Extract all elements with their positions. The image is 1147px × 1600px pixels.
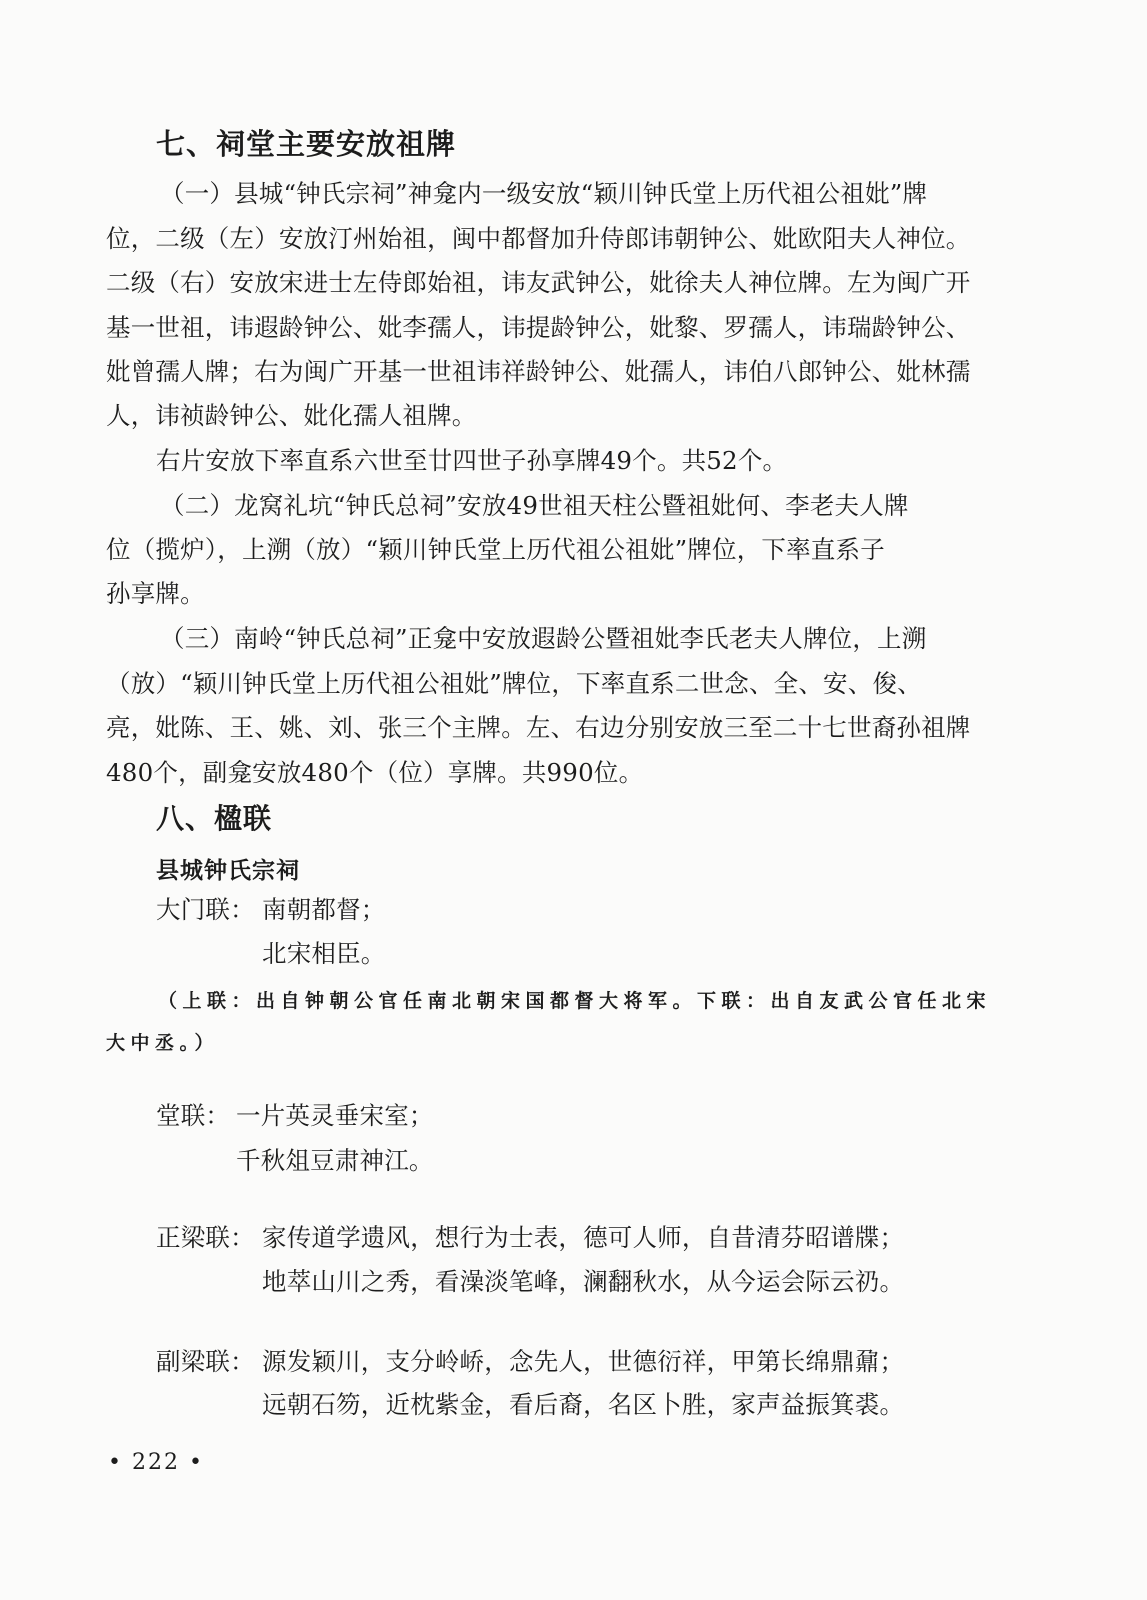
couplet-note: （上联：出自钟朝公官任南北朝宋国都督大将军。下联：出自友武公官任北宋: [158, 990, 992, 1012]
body-line: （三）南岭“钟氏总祠”正龛中安放遐龄公暨祖妣李氏老夫人牌位，上溯: [160, 624, 927, 653]
body-line: 右片安放下率直系六世至廿四世子孙享牌49个。共52个。: [156, 446, 788, 475]
section-8-heading: 八、楹联: [156, 802, 273, 835]
hall-couplet-label: 堂联：: [156, 1101, 231, 1130]
body-line: 亮，妣陈、王、姚、刘、张三个主牌。左、右边分别安放三至二十七世裔孙祖牌: [106, 713, 971, 742]
body-line: 位（揽炉），上溯（放）“颖川钟氏堂上历代祖公祖妣”牌位，下率直系子: [106, 535, 885, 564]
body-line: 480个，副龛安放480个（位）享牌。共990位。: [106, 758, 644, 787]
gate-couplet-label: 大门联：: [156, 895, 255, 924]
couplet-note: 大中丞。）: [106, 1032, 220, 1054]
main-beam-couplet-label: 正梁联：: [156, 1223, 255, 1252]
gate-couplet-line: 南朝都督；: [262, 895, 386, 924]
body-line: 二级（右）安放宋进士左侍郎始祖，讳友武钟公，妣徐夫人神位牌。左为闽广开: [106, 268, 971, 297]
sub-beam-couplet-line: 远朝石笏，近枕紫金，看后裔，名区卜胜，家声益振箕裘。: [262, 1390, 905, 1419]
body-line: 人，讳祯龄钟公、妣化孺人祖牌。: [106, 401, 477, 430]
body-line: 孙享牌。: [106, 579, 205, 608]
body-line: （放）“颖川钟氏堂上历代祖公祖妣”牌位，下率直系二世念、全、安、俊、: [106, 669, 922, 698]
hall-couplet-line: 千秋俎豆肃神江。: [236, 1146, 434, 1175]
sub-beam-couplet-line: 源发颖川，支分岭峤，念先人，世德衍祥，甲第长绵鼎鼐；: [262, 1347, 905, 1376]
gate-couplet-line: 北宋相臣。: [262, 939, 386, 968]
sub-beam-couplet-label: 副梁联：: [156, 1347, 255, 1376]
section-7-heading: 七、祠堂主要安放祖牌: [156, 127, 457, 161]
body-line: 基一世祖，讳遐龄钟公、妣李孺人，讳提龄钟公，妣黎、罗孺人，讳瑞龄钟公、: [106, 313, 971, 342]
page-number: • 222 •: [108, 1450, 204, 1475]
subheading: 县城钟氏宗祠: [156, 858, 300, 884]
hall-couplet-line: 一片英灵垂宋室；: [236, 1101, 434, 1130]
body-line: 妣曾孺人牌；右为闽广开基一世祖讳祥龄钟公、妣孺人，讳伯八郎钟公、妣林孺: [106, 357, 971, 386]
body-line: 位，二级（左）安放汀州始祖，闽中都督加升侍郎讳朝钟公、妣欧阳夫人神位。: [106, 224, 971, 253]
main-beam-couplet-line: 家传道学遗风，想行为士表，德可人师，自昔清芬昭谱牒；: [262, 1223, 905, 1252]
main-beam-couplet-line: 地萃山川之秀，看澡淡笔峰，澜翻秋水，从今运会际云礽。: [262, 1267, 905, 1296]
body-line: （一）县城“钟氏宗祠”神龛内一级安放“颖川钟氏堂上历代祖公祖妣”牌: [160, 179, 928, 208]
body-line: （二）龙窝礼坑“钟氏总祠”安放49世祖天柱公暨祖妣何、李老夫人牌: [160, 491, 909, 520]
